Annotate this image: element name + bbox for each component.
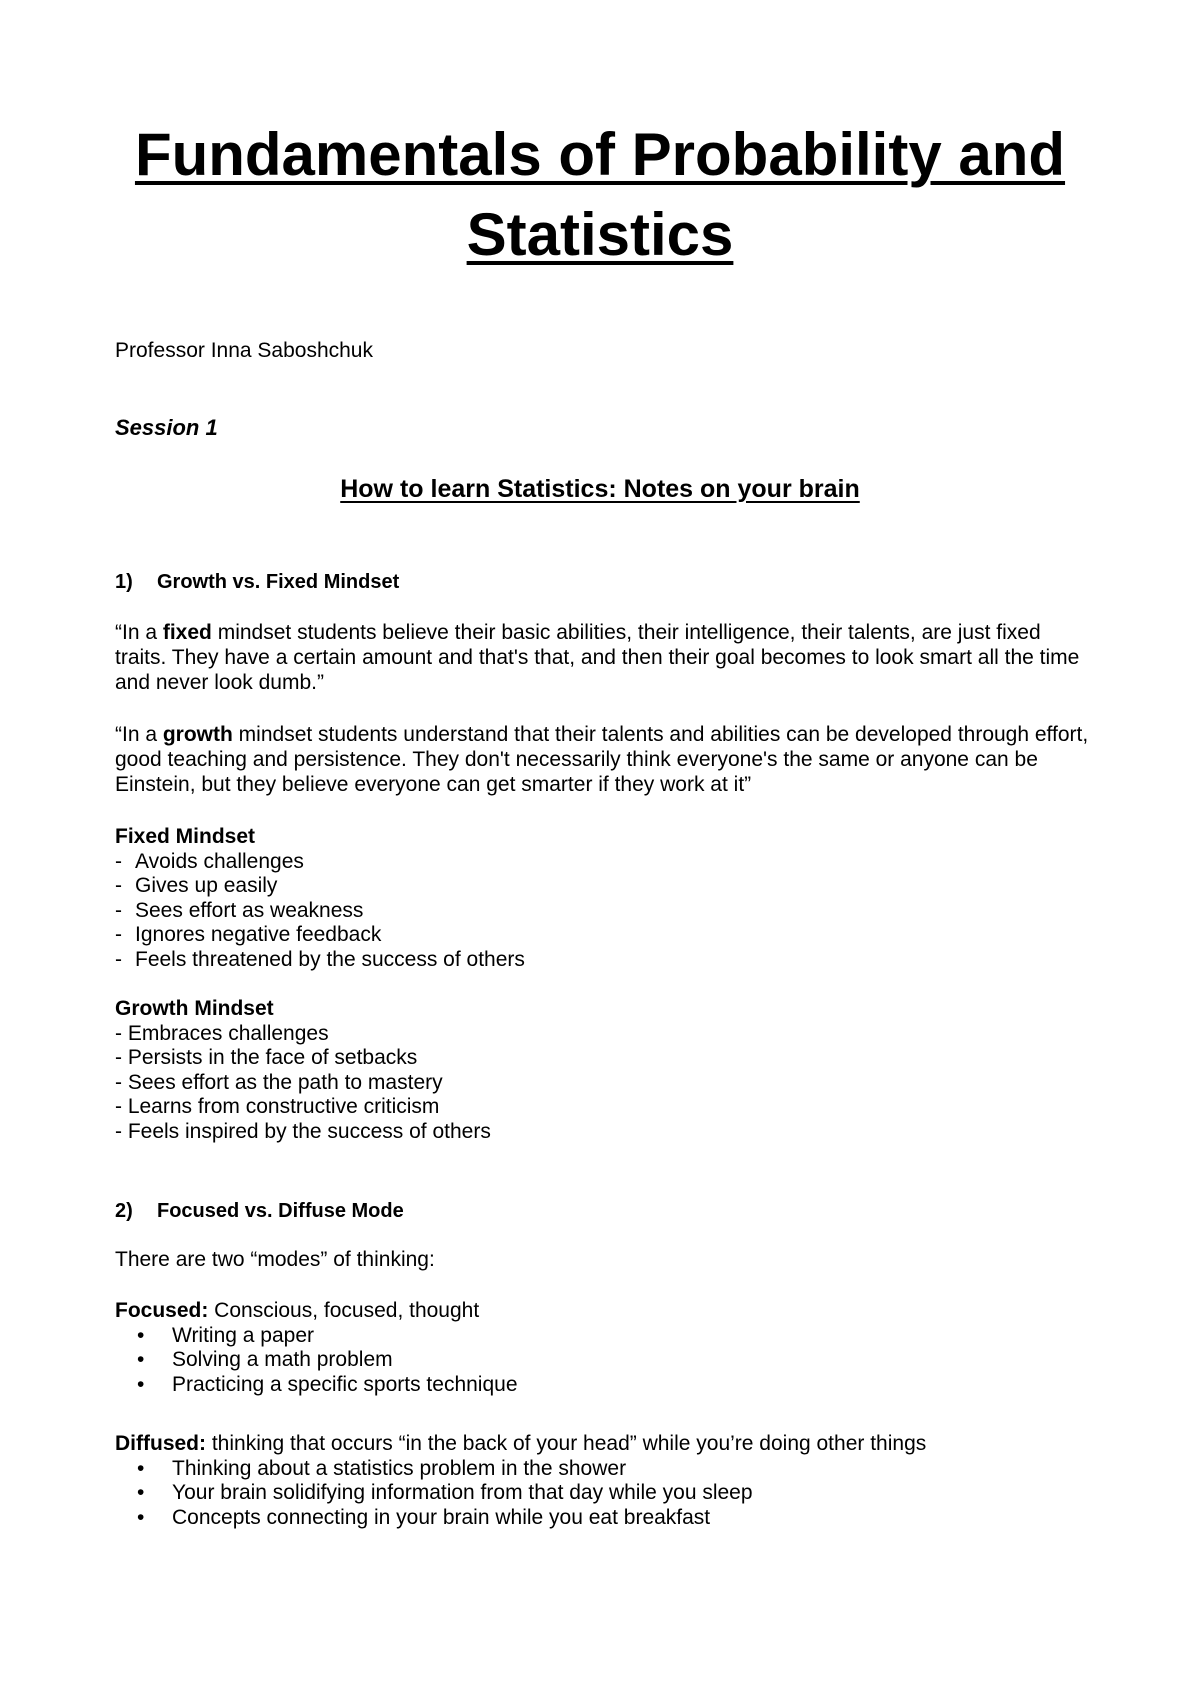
list-item-text: Feels threatened by the success of others [135, 947, 525, 971]
growth-quote-post: mindset students understand that their talents and abilities can be developed through effort, good teaching and persistence. They don't necessarily think everyone's the same or anyone can be Einstein, but they believe everyone can get smarter if they work at it” [115, 723, 1089, 796]
bullet-marker: • [137, 1323, 145, 1347]
growth-quote-pre: “In a [115, 723, 163, 746]
list-item-text: Practicing a specific sports technique [172, 1372, 518, 1396]
session-label: Session 1 [115, 415, 218, 440]
professor-name: Professor Inna Saboshchuk [115, 339, 373, 362]
list-item [115, 850, 525, 875]
fixed-quote-bold: fixed [162, 621, 212, 644]
list-item-text: Thinking about a statistics problem in the shower [172, 1456, 627, 1480]
list-item-text: Writing a paper [172, 1323, 315, 1347]
list-item [115, 899, 525, 924]
focused-label: Focused: [115, 1299, 209, 1322]
growth-mindset-quote [115, 722, 1095, 797]
diffused-label: Diffused: [115, 1432, 206, 1455]
section-2-number: 2) [115, 1200, 133, 1222]
list-item-text: Your brain solidifying information from that day while you sleep [172, 1481, 753, 1504]
section-1-number: 1) [115, 571, 133, 593]
list-item-text: Gives up easily [135, 874, 278, 897]
list-item: - Sees effort as the path to mastery [115, 1070, 443, 1094]
bullet-marker: • [137, 1456, 145, 1480]
fixed-mindset-list [115, 825, 525, 972]
list-item [115, 1373, 518, 1398]
document-title-line-1: Fundamentals of Probability and [134, 121, 1066, 188]
section-2-title: Focused vs. Diffuse Mode [157, 1200, 404, 1222]
section-2-heading [115, 1200, 404, 1223]
dash-marker: - [115, 947, 122, 971]
section-1-heading [115, 571, 399, 594]
section-1-title: Growth vs. Fixed Mindset [157, 571, 400, 593]
diffused-mode-block [115, 1432, 926, 1530]
list-item: - Embraces challenges [115, 1021, 329, 1045]
list-item [115, 923, 525, 948]
diffused-mode-line [115, 1432, 926, 1457]
list-item [115, 948, 525, 973]
list-item [115, 1457, 926, 1482]
list-item-text: Ignores negative feedback [135, 923, 382, 946]
list-item: - Learns from constructive criticism [115, 1095, 440, 1118]
list-item [115, 1506, 926, 1531]
growth-mindset-list [115, 997, 491, 1144]
list-item [115, 874, 525, 899]
dash-marker: - [115, 874, 122, 897]
focused-mode-block [115, 1299, 518, 1397]
document-title-line-2: Statistics [466, 201, 734, 268]
list-item-text: Avoids challenges [135, 849, 304, 873]
fixed-quote-post: mindset students believe their basic abilities, their intelligence, their talents, are just fixed traits. They have a certain amount and that's that, and then their goal becomes to look smart all the time and never look dumb.” [115, 621, 1080, 694]
dash-marker: - [115, 849, 122, 873]
diffused-description: thinking that occurs “in the back of your head” while you’re doing other things [206, 1432, 927, 1455]
fixed-mindset-quote [115, 620, 1095, 695]
bullet-marker: • [137, 1372, 145, 1396]
fixed-quote-pre: “In a [115, 621, 163, 644]
dash-marker: - [115, 898, 122, 922]
list-item: - Feels inspired by the success of others [115, 1119, 491, 1143]
list-item-text: Sees effort as weakness [135, 898, 364, 922]
list-item [115, 1324, 518, 1349]
list-item: - Persists in the face of setbacks [115, 1046, 418, 1069]
list-item [115, 1481, 926, 1506]
growth-quote-bold: growth [162, 723, 233, 746]
bullet-marker: • [137, 1348, 145, 1371]
list-item-text: Concepts connecting in your brain while you eat breakfast [172, 1505, 711, 1529]
growth-mindset-heading: Growth Mindset [115, 997, 274, 1020]
list-item [115, 1348, 518, 1373]
focused-mode-line [115, 1299, 518, 1324]
focused-description: Conscious, focused, thought [208, 1299, 480, 1322]
bullet-marker: • [137, 1505, 145, 1529]
section-subtitle: How to learn Statistics: Notes on your brain [340, 475, 860, 503]
bullet-marker: • [137, 1481, 145, 1504]
modes-intro: There are two “modes” of thinking: [115, 1248, 435, 1271]
fixed-mindset-heading: Fixed Mindset [115, 825, 256, 848]
list-item-text: Solving a math problem [172, 1348, 393, 1371]
dash-marker: - [115, 923, 122, 946]
